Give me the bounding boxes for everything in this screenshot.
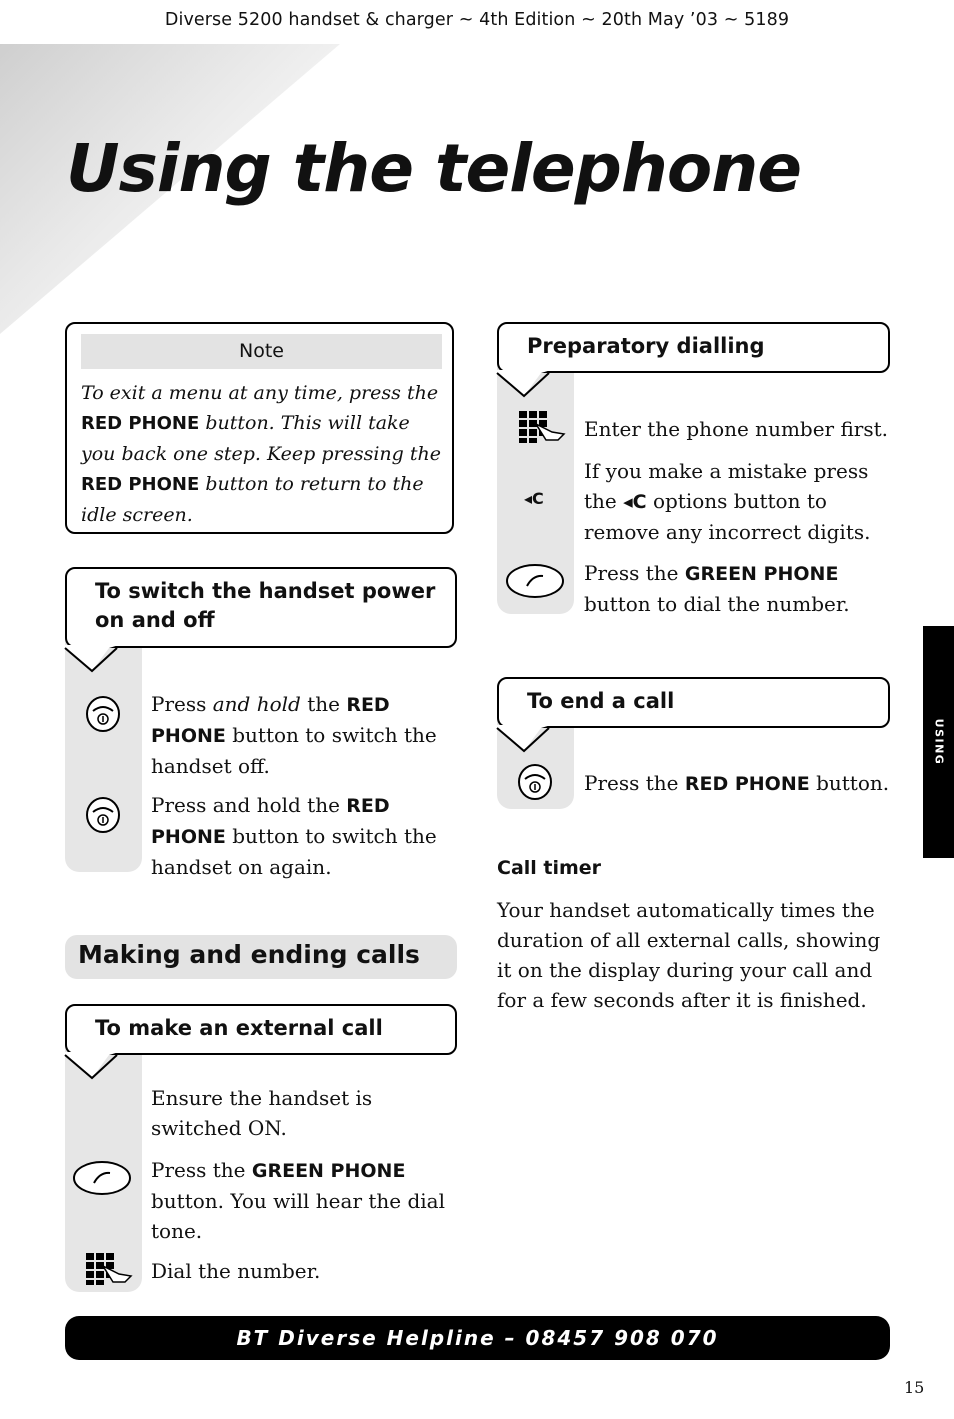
page-number: 15 <box>904 1378 925 1397</box>
external-call-heading-box <box>65 1004 457 1055</box>
helpline-bar <box>65 1316 890 1360</box>
external-call-heading: To make an external call <box>95 1016 383 1040</box>
note-text-part: button. This will take you back one step. Keep pressing the <box>81 412 441 465</box>
side-tab-label: USING <box>932 718 945 766</box>
end-call-step: Press the RED PHONE button. <box>584 771 890 795</box>
preparatory-step-enter: Enter the phone number first. <box>584 417 889 441</box>
keypad-icon <box>85 1252 133 1286</box>
preparatory-step-green: Press the GREEN PHONE button to dial the number. <box>584 561 850 616</box>
side-section-tab <box>923 626 954 858</box>
power-step-off: Press and hold the RED PHONE button to switch the handset off. <box>151 692 437 778</box>
keypad-icon <box>518 410 566 444</box>
section-heading: Making and ending calls <box>78 940 420 969</box>
note-red-phone-term: RED PHONE <box>81 474 200 495</box>
external-call-step-green: Press the GREEN PHONE button. You will hear the dial tone. <box>151 1158 445 1243</box>
running-header: Diverse 5200 handset & charger ~ 4th Edition ~ 20th May ’03 ~ 5189 <box>164 10 790 30</box>
preparatory-heading-box <box>497 322 890 373</box>
call-timer-text: Your handset automatically times the duration of all external calls, showing it on the display during your call and for a few seconds after it is finished. <box>497 898 881 1012</box>
external-call-step-dial: Dial the number. <box>151 1259 321 1283</box>
external-call-step-ensure: Ensure the handset is switched ON. <box>151 1086 373 1140</box>
end-call-heading-box <box>497 677 890 728</box>
red-phone-icon <box>516 763 554 801</box>
clear-button-icon: ◂C <box>524 489 544 508</box>
red-phone-icon <box>84 796 122 834</box>
note-box <box>65 322 454 534</box>
preparatory-heading: Preparatory dialling <box>527 334 765 358</box>
end-call-heading-pointer <box>496 725 554 755</box>
call-timer-heading: Call timer <box>497 857 602 879</box>
note-red-phone-term: RED PHONE <box>81 413 200 434</box>
preparatory-heading-pointer <box>496 370 554 400</box>
note-text-part: To exit a menu at any time, press the <box>81 382 439 404</box>
note-text-part: button to return to the idle screen. <box>81 473 424 526</box>
red-phone-icon <box>84 695 122 733</box>
end-call-heading: To end a call <box>527 689 675 713</box>
power-heading-pointer <box>64 645 122 675</box>
preparatory-step-mistake: If you make a mistake press the ◂C options button to remove any incorrect digits. <box>584 459 871 544</box>
power-step-on: Press and hold the RED PHONE button to switch the handset on again. <box>151 793 437 879</box>
helpline-text: BT Diverse Helpline – 08457 908 070 <box>236 1326 719 1350</box>
note-label: Note <box>81 334 442 369</box>
green-phone-icon <box>72 1160 132 1196</box>
power-heading-box <box>65 567 457 648</box>
page-title: Using the telephone <box>66 130 802 207</box>
note-text <box>81 378 443 530</box>
external-call-heading-pointer <box>64 1052 122 1082</box>
power-heading: To switch the handset power on and off <box>95 579 436 632</box>
green-phone-icon <box>505 563 565 599</box>
